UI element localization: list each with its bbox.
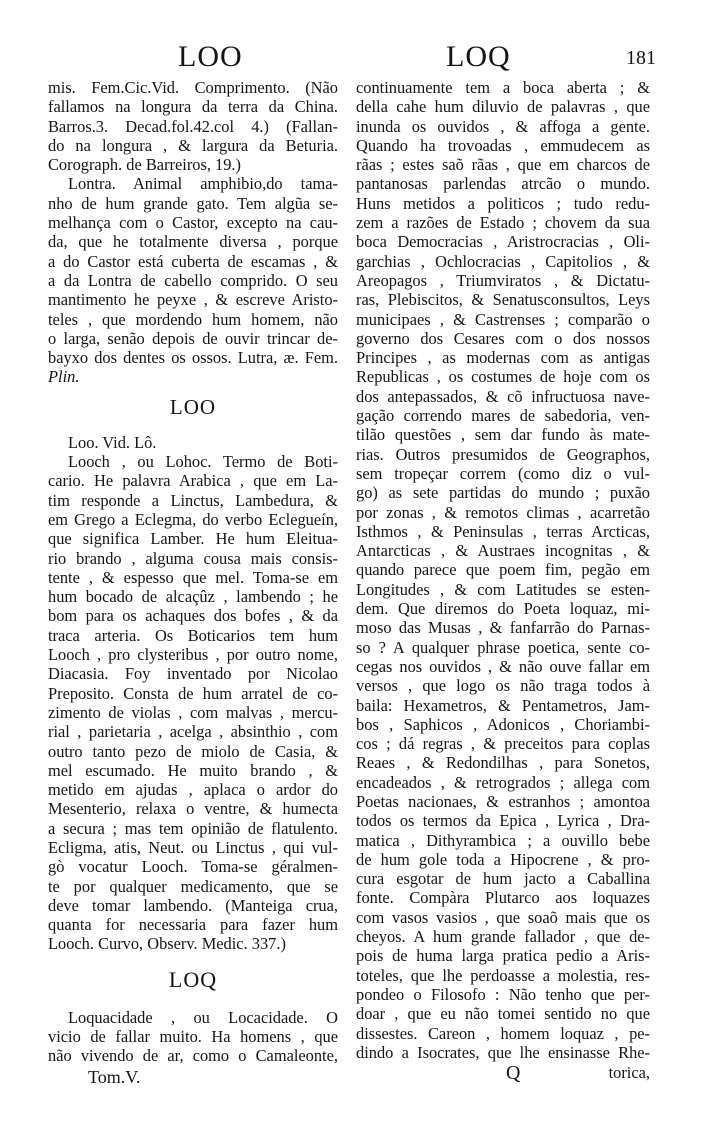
text-line: Principes , as modernas com as antigas: [356, 348, 650, 368]
text-line: Diacasia. Foy inventado por Nicolao: [48, 664, 338, 684]
text-line: Corograph. de Barreiros, 19.): [48, 155, 241, 175]
text-line: Plin.: [48, 367, 80, 387]
text-line: matica , Dithyrambica ; a ouvillo bebe: [356, 830, 650, 850]
text-line: cura esgotar de hum jacto a Caballina: [356, 869, 650, 889]
text-line: governo dos Cesares com o dos nossos: [356, 328, 650, 348]
text-line: Huns metidos a politicos ; tudo redu-: [356, 193, 650, 213]
text-line: garchias , Ochlocracias , Capitolios , &: [356, 251, 650, 271]
text-line: Looch , pro clysteribus , por outro nome,: [48, 645, 338, 665]
entry-loo: [48, 433, 338, 452]
text-line: mis. Fem.Cic.Vid. Comprimento. (Não: [48, 78, 338, 97]
text-line: deve tomar lambendo. (Manteiga crua,: [48, 895, 338, 915]
section-heading-loo: LOO: [169, 394, 217, 419]
text-line: Antarcticas , & Austraes incognitas , &: [356, 541, 650, 561]
text-line: zimento de violas , com malvas , mercu-: [48, 702, 338, 722]
text-line: continuamente tem a boca aberta ; &: [356, 78, 650, 97]
text-line: Mesenterio, relaxa o ventre, & humecta: [48, 799, 338, 819]
text-line: quando parece que poem fim, pegão em: [356, 560, 650, 580]
text-line: della cahe hum diluvio de palavras , que: [356, 97, 650, 117]
text-line: Isthmos , & Peninsulas , terras Arcticas,: [356, 521, 650, 541]
text-line: pondeo o Filosofo : Não tenho que per-: [356, 984, 650, 1004]
text-line: a da Lontra de cabello comprido. O seu: [48, 270, 338, 290]
text-line: tim responde a Linctus, Lambedura, &: [48, 490, 338, 510]
entry-lontra: [48, 174, 338, 386]
text-line: pois de huma larga pratica pedio a Aris-: [356, 946, 650, 966]
text-line: vicio de fallar muito. Ha homens , que: [48, 1027, 338, 1047]
text-line: municipaes , & Castrenses ; comparão o: [356, 309, 650, 329]
text-line: do na longura , & largura da Beturia.: [48, 135, 338, 155]
text-line: em Grego a Eclegma, do verbo Eclegueín,: [48, 509, 338, 529]
text-line: mantimento he peyxe , & escreve Aristo-: [48, 290, 338, 310]
text-line: rio brando , alguma cousa mais consis-: [48, 548, 338, 568]
text-line: todos os termos da Epica , Lyrica , Dra-: [356, 811, 650, 831]
page-number: 181: [626, 47, 656, 69]
text-line: te por qualquer medicamento, que se: [48, 876, 338, 896]
text-line: bom para os achaques dos bofes , & da: [48, 606, 338, 626]
text-line: o larga, senão depois de ouvir trincar de-: [48, 328, 338, 348]
text-line: bayxo dos dentes os ossos. Lutra, æ. Fem.: [48, 348, 338, 368]
text-line: zem a razões de Estado ; chovem da sua: [356, 213, 650, 233]
text-line: dindo a Isocrates, que lhe ensinasse Rhe-: [356, 1042, 650, 1062]
text-line: com vasos vasios , que soaõ mais que os: [356, 907, 650, 927]
left-running-head: LOO: [178, 40, 243, 73]
text-line: encadeados , & retrogrados ; allega com: [356, 772, 650, 792]
text-line: Quando ha trovoadas , emmudecem as: [356, 135, 650, 155]
text-line: outro tanto pezo de miolo de Casia, &: [48, 741, 338, 761]
text-line: rias. Outros presumidos de Geographos,: [356, 444, 650, 464]
text-line: dissestes. Careon , homem loquaz , pe-: [356, 1023, 650, 1043]
text-line: a secura ; mas tem opinião de flatulento.: [48, 818, 338, 838]
right-running-head: LOQ: [446, 40, 511, 73]
entry-headline: Loo. Vid. Lô.: [68, 432, 157, 452]
text-line: rial , parietaria , acelga , absinthio , com: [48, 722, 338, 742]
text-line: cheyos. A hum grande fallador , que de-: [356, 927, 650, 947]
text-line: que significa Lamber. He hum Eleitua-: [48, 529, 338, 549]
text-line: Barros.3. Decad.fol.42.col 4.) (Fallan-: [48, 116, 338, 136]
entry-loquacidade: [48, 1008, 338, 1066]
text-line: Republicas , os costumes de hoje com os: [356, 367, 650, 387]
text-line: cegas nos ouvidos , & não ouve fallar em: [356, 656, 650, 676]
page-footer: [356, 1062, 650, 1086]
text-line: Areopagos , Triumviratos , & Dictatu-: [356, 270, 650, 290]
text-line: gò vocatur Looch. Toma-se géralmen-: [48, 857, 338, 877]
volume-footer: Tom.V.: [88, 1066, 141, 1087]
continued-entry: [48, 78, 338, 174]
text-line: boca Democracias , Aristrocracias , Oli-: [356, 232, 650, 252]
text-line: tilão questões , sem dar fundo às mate-: [356, 425, 650, 445]
signature-mark: Q: [506, 1062, 521, 1085]
text-line: cos ; dá regras , & preceitos para coplas: [356, 734, 650, 754]
text-line: nho de hum grande gato. Tem algũa se-: [48, 193, 338, 213]
text-line: Poetas nacionaes, & estranhos ; amontoa: [356, 791, 650, 811]
section-heading-loq: LOQ: [168, 966, 218, 992]
entry-loquacidade-continued: [356, 78, 650, 1062]
text-line: fonte. Compàra Plutarco aos loquazes: [356, 888, 650, 908]
text-line: não vivendo de ar, como o Camaleonte,: [48, 1046, 338, 1066]
text-line: cario. He palavra Arabica , que em La-: [48, 471, 338, 491]
text-line: Preposito. Consta de hum arratel de co-: [48, 683, 338, 703]
text-line: rãas ; estes saõ rãas , que em charcos de: [356, 155, 650, 175]
text-line: Reaes , & Redondilhas , para Sonetos,: [356, 753, 650, 773]
text-line: fallamos na longura da terra da China.: [48, 97, 338, 117]
text-line: teles , que mordendo hum homem, não: [48, 309, 338, 329]
entry-headline: Looch , ou Lohoc. Termo de Boti-: [68, 452, 338, 472]
text-line: baila: Hexametros, & Pentametros, Jam-: [356, 695, 650, 715]
left-column: [48, 38, 338, 1088]
text-line: de hum gole toda a Hipocrene , & pro-: [356, 849, 650, 869]
text-line: go) as sete partidas do mundo ; puxão: [356, 483, 650, 503]
text-line: da, que he totalmente diversa , porque: [48, 232, 338, 252]
text-line: toteles, que lhe perdoasse a molestia, res-: [356, 965, 650, 985]
text-line: tente , & espesso que mel. Toma-se em: [48, 567, 338, 587]
text-line: por zonas , & remotos climas , acarretão: [356, 502, 650, 522]
text-line: bos , Saphicos , Adonicos , Choriambi-: [356, 714, 650, 734]
entry-looch: [48, 452, 338, 954]
catchword: torica,: [608, 1063, 650, 1083]
text-line: dos antepassados, & cõ infructuosa nave-: [356, 386, 650, 406]
text-line: dem. Que diremos do Poeta loquaz, mi-: [356, 599, 650, 619]
text-line: Longitudes , & com Latitudes se esten-: [356, 579, 650, 599]
text-line: melhança com o Castor, excepto na cau-: [48, 213, 338, 233]
text-line: traca arteria. Os Boticarios tem hum: [48, 625, 338, 645]
text-line: Ecligma, atis, Neut. ou Linctus , qui vul-: [48, 837, 338, 857]
text-line: versos , que logo os não traga todos à: [356, 676, 650, 696]
entry-headline: Loquacidade , ou Locacidade. O: [68, 1007, 338, 1027]
text-line: sem tropeçar correm (como diz o vul-: [356, 463, 650, 483]
text-line: Looch. Curvo, Observ. Medic. 337.): [48, 934, 286, 954]
text-line: so ? A qualquer phrase poetica, sente co-: [356, 637, 650, 657]
right-column: [356, 38, 656, 1086]
entry-headline: Lontra. Animal amphibio,do tama-: [68, 174, 338, 194]
text-line: hum bocado de alcaçûz , lambendo ; he: [48, 587, 338, 607]
left-header: [48, 38, 338, 78]
text-line: inunda os ouvidos , & affoga a gente.: [356, 116, 650, 136]
text-line: ras, Plebiscitos, & Senatusconsultos, Leys: [356, 290, 650, 310]
right-header: [356, 38, 656, 78]
text-line: mel escumado. He muito brando , &: [48, 760, 338, 780]
text-line: doar , que eu não tomei sentido no que: [356, 1004, 650, 1024]
text-line: moso das Musas , & fanfarrão do Parnas-: [356, 618, 650, 638]
text-line: a do Castor está cuberta de escamas , &: [48, 251, 338, 271]
text-line: pantanosas parlendas atrcão o mundo.: [356, 174, 650, 194]
text-line: metido em ajudas , aplaca o ardor do: [48, 780, 338, 800]
text-line: quanta for necessaria para fazer hum: [48, 915, 338, 935]
text-line: gação correndo mares de sabedoria, ven-: [356, 406, 650, 426]
